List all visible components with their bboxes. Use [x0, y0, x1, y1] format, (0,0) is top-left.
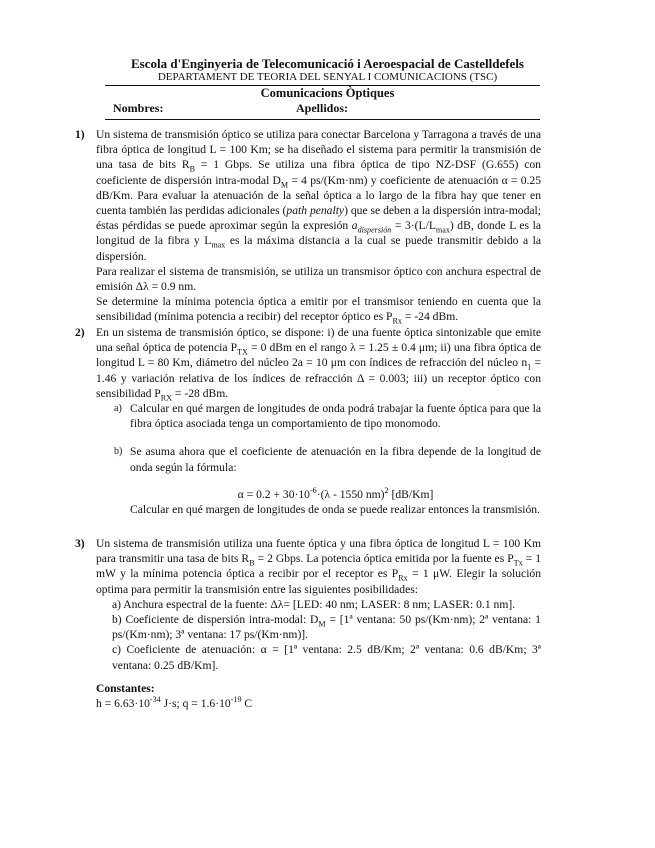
- school-name: Escola d'Enginyeria de Telecomunicació i Aeroespacial de Castelldefels: [131, 56, 524, 71]
- question-2-body: En un sistema de transmisión óptico, se dispone: i) de una fuente óptica sintonizable que emite una señal óptica de potencia $P_{TX} = 0$ dBm en el rango λ = 1.25 ± 0.4 μm; ii) una fibra óptica de longitud L = 80 Km, diámetro del núcleo 2a = 10 μm con índices de refracción del núcleo $n_1 = 1.46$ y variación relativa de los índices de refracción Δ = 0.003; iii) un receptor óptico con sensibilidad $P_{RX} = -28$ dBm. a) Calcular en qué margen de longitudes de onda podrá trabajar la fuente óptica para que la fibra óptica asociada tenga un comportamiento de tipo monomodo. b) Se asuma ahora que el coeficiente de atenuación en la fibra depende de la longitud de onda según la fórmula: $\alpha = 0.2 + 30\cdot 10^{-6}\cdot(\lambda - 1550$ nm)$^2$ [dB/Km] Calcular en qué margen de longitudes de onda se puede realizar entonces la transmisión.: [96, 326, 542, 517]
- question-3-number: 3): [75, 537, 85, 550]
- question-1-number: 1): [75, 128, 85, 141]
- question-1-body: Un sistema de transmisión óptico se utiliza para conectar Barcelona y Tarragona a través de una fibra óptica de longitud L = 100 Km; se ha diseñado el sistema para permitir la transmisión de una tasa de bits $R_B = 1$ Gbps. Se utiliza una fibra óptica de tipo NZ-DSF (G.655) con coeficiente de dispersión intra-modal $D_M = 4$ ps/(Km·nm) y coeficiente de atenuación α = 0.25 dB/Km. Para evaluar la atenuación de la señal óptica a lo largo de la fibra hay que tener en cuenta también las perdidas adicionales (path penalty) que se deben a la dispersión intra-modal; éstas pérdidas se puede aproximar según la expresión $a_{dispersión} = 3\cdot(L/L_{max})$ dB, donde L es la longitud de la fibra y $L_{max}$ es la máxima distancia a la cual se puede transmitir debido a la dispersión. Para realizar el sistema de transmisión, se utiliza un transmisor óptico con anchura espectral de emisión Δλ = 0.9 nm. Se determine la mínima potencia óptica a emitir por el transmisor teniendo en cuenta que la sensibilidad (mínima potencia a recibir) del receptor óptico es $P_{Rx} = -24$ dBm.: [96, 128, 541, 326]
- department-name: DEPARTAMENT DE TEORIA DEL SENYAL I COMUNICACIONS (TSC): [157, 71, 498, 83]
- surnames-label: Apellidos:: [296, 101, 349, 115]
- question-3-body: Un sistema de transmisión utiliza una fuente óptica y una fibra óptica de longitud L = 100 Km para transmitir una tasa de bits $R_B = 2$ Gbps. La potencia óptica emitida por la fuente es $P_{Tx} = 1$ mW y la mínima potencia óptica a recibir por el receptor es $P_{Rx} = 1$ μW. Elegir la solución optima para permitir la transmisión entre las siguientes posibilidades: a) Anchura espectral de la fuente: Δλ= [LED: 40 nm; LASER: 8 nm; LASER: 0.1 nm]. b) Coeficiente de dispersión intra-modal: $D_M$ = [1ª ventana: 50 ps/(Km·nm); 2ª ventana: 1 ps/(Km·nm); 3ª ventana: 17 ps/(Km·nm)]. c) Coeficiente de atenuación: α = [1ª ventana: 2.5 dB/Km; 2ª ventana: 0.6 dB/Km; 3ª ventana: 0.25 dB/Km].: [96, 537, 542, 672]
- header-bottom-divider: [105, 119, 540, 120]
- constants-title: Constantes:: [96, 682, 155, 695]
- constants-values: $h = 6.63\cdot 10^{-34}$ J·s; $q = 1.6\cdot 10^{-19}$ C: [96, 695, 253, 711]
- constants-block: [96, 681, 541, 711]
- question-2-number: 2): [75, 326, 85, 339]
- course-title: Comunicacions Òptiques: [260, 86, 395, 100]
- names-label: Nombres:: [113, 101, 164, 115]
